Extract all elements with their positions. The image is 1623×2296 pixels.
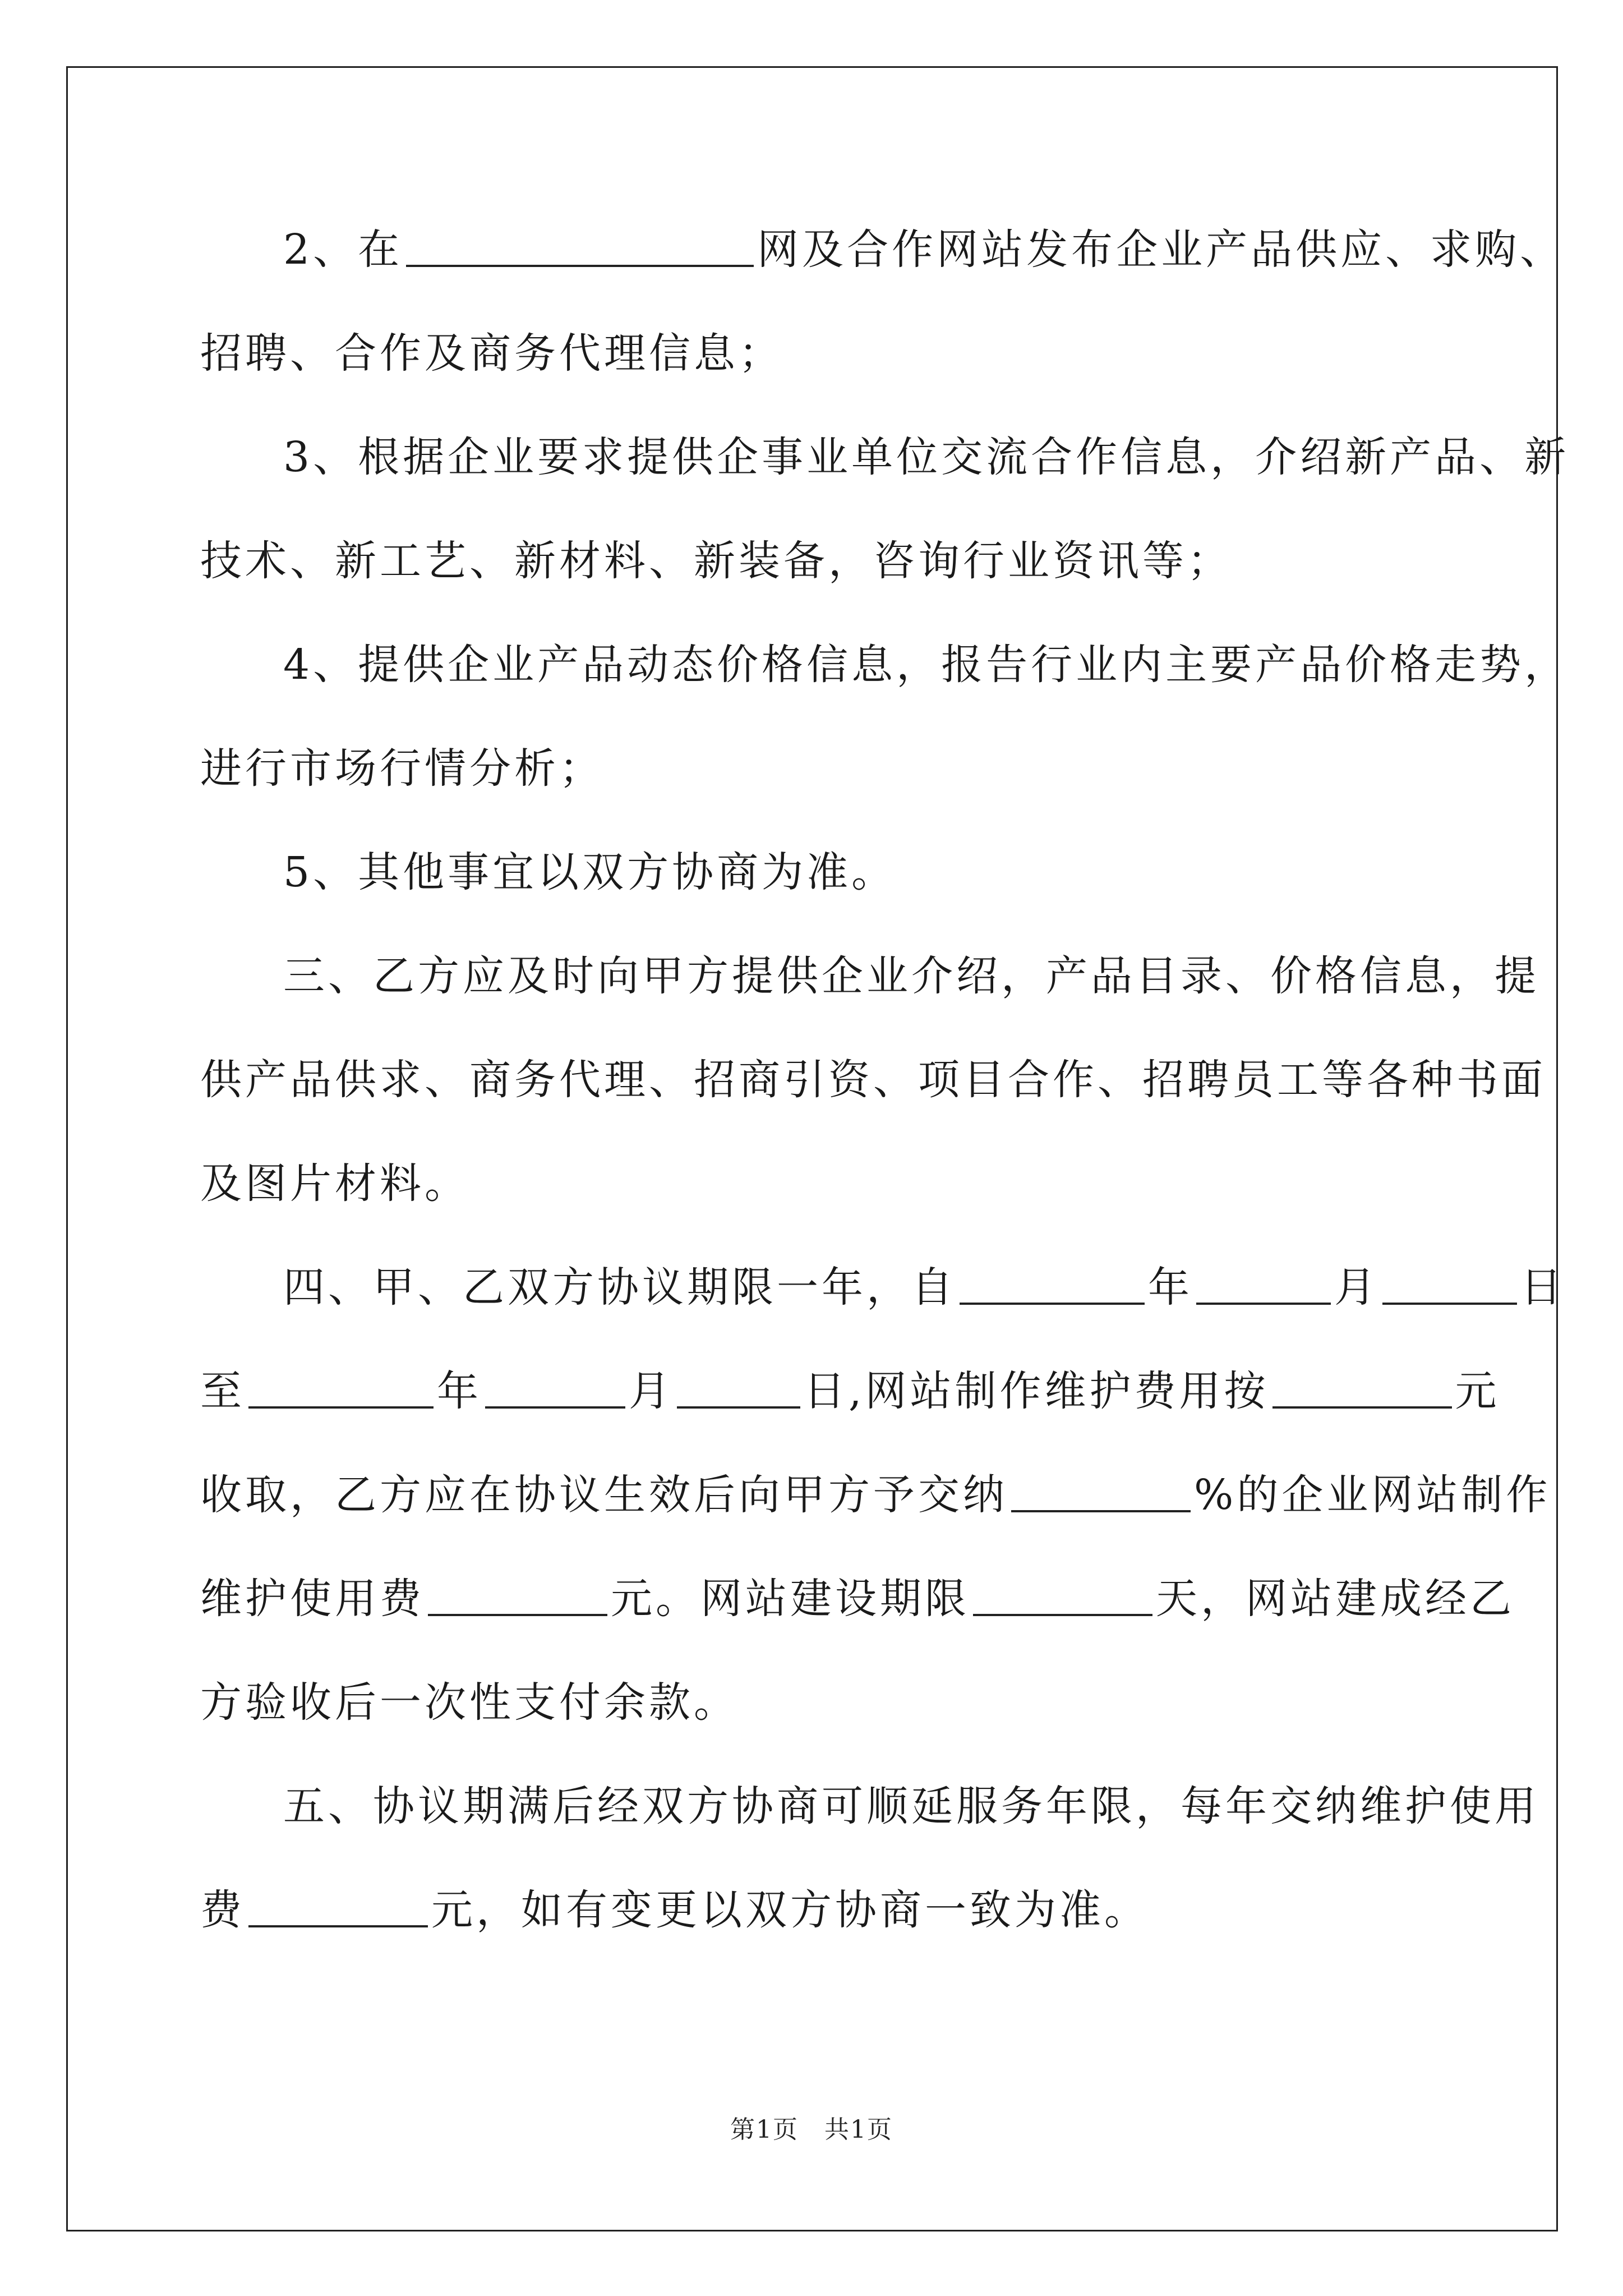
start-day-blank[interactable] bbox=[1382, 1262, 1517, 1305]
percent-blank[interactable] bbox=[1011, 1470, 1191, 1512]
paragraph-line: 方验收后一次性支付余款。 bbox=[200, 1678, 739, 1727]
text-segment: 元，如有变更以双方协商一致为准。 bbox=[431, 1886, 1149, 1934]
page-number: 第1页 共1页 bbox=[730, 2115, 893, 2144]
paragraph-line: 技术、新工艺、新材料、新装备，咨询行业资讯等； bbox=[200, 537, 1232, 585]
text-segment: 收取，乙方应在协议生效后向甲方予交纳 bbox=[200, 1471, 1008, 1519]
start-month-blank[interactable] bbox=[1196, 1262, 1331, 1305]
paragraph-line bbox=[200, 213, 1565, 317]
text-segment: 年 bbox=[1148, 1263, 1193, 1312]
paragraph-line: 3、根据企业要求提供企事业单位交流合作信息，介绍新产品、新 bbox=[283, 433, 1570, 481]
text-segment: 天，网站建成经乙 bbox=[1156, 1575, 1515, 1623]
paragraph-line: 进行市场行情分析； bbox=[200, 744, 604, 793]
paragraph-line: 5、其他事宜以双方协商为准。 bbox=[283, 848, 897, 896]
end-year-blank[interactable] bbox=[248, 1366, 434, 1409]
fill-in-blank[interactable] bbox=[406, 224, 754, 267]
annual-fee-blank[interactable] bbox=[248, 1885, 428, 1927]
text-segment: 维护使用费 bbox=[200, 1575, 425, 1623]
paragraph-line bbox=[200, 1458, 1551, 1562]
paragraph-line: 三、乙方应及时向甲方提供企业介绍，产品目录、价格信息，提 bbox=[283, 952, 1539, 1000]
paragraph-line: 4、提供企业产品动态价格信息，报告行业内主要产品价格走势， bbox=[283, 641, 1570, 689]
text-segment: 月 bbox=[1334, 1263, 1379, 1312]
text-segment: 费 bbox=[200, 1886, 245, 1934]
text-segment: 日,网站制作维护费用按 bbox=[804, 1367, 1269, 1415]
end-day-blank[interactable] bbox=[677, 1366, 800, 1409]
paragraph-line: 招聘、合作及商务代理信息； bbox=[200, 329, 783, 378]
build-days-blank[interactable] bbox=[973, 1573, 1152, 1616]
document-body bbox=[200, 213, 1570, 1977]
text-segment: 至 bbox=[200, 1367, 245, 1415]
text-segment: 网及合作网站发布企业产品供应、求购、 bbox=[757, 226, 1565, 274]
paragraph-line bbox=[200, 1562, 1515, 1666]
paragraph-line: 及图片材料。 bbox=[200, 1159, 469, 1208]
text-segment: 2、在 bbox=[283, 226, 403, 274]
paragraph-line: 五、协议期满后经双方协商可顺延服务年限，每年交纳维护使用 bbox=[283, 1782, 1539, 1830]
end-month-blank[interactable] bbox=[485, 1366, 625, 1409]
fee-amount-blank[interactable] bbox=[1272, 1366, 1452, 1409]
paragraph-line bbox=[200, 1874, 1423, 1977]
paragraph-line: 供产品供求、商务代理、招商引资、项目合作、招聘员工等各种书面 bbox=[200, 1056, 1546, 1104]
text-segment: 年 bbox=[437, 1367, 482, 1415]
text-segment: 四、甲、乙双方协议期限一年，自 bbox=[283, 1263, 956, 1312]
paragraph-line bbox=[200, 1355, 1500, 1458]
text-segment: 元。网站建设期限 bbox=[611, 1575, 970, 1623]
text-segment: 日 bbox=[1520, 1263, 1565, 1312]
start-year-blank[interactable] bbox=[960, 1262, 1145, 1305]
text-segment: %的企业网站制作 bbox=[1194, 1471, 1551, 1519]
paragraph-line bbox=[200, 1251, 1565, 1355]
text-segment: 月 bbox=[629, 1367, 674, 1415]
maintenance-fee-blank[interactable] bbox=[428, 1573, 607, 1616]
text-segment: 元 bbox=[1455, 1367, 1500, 1415]
